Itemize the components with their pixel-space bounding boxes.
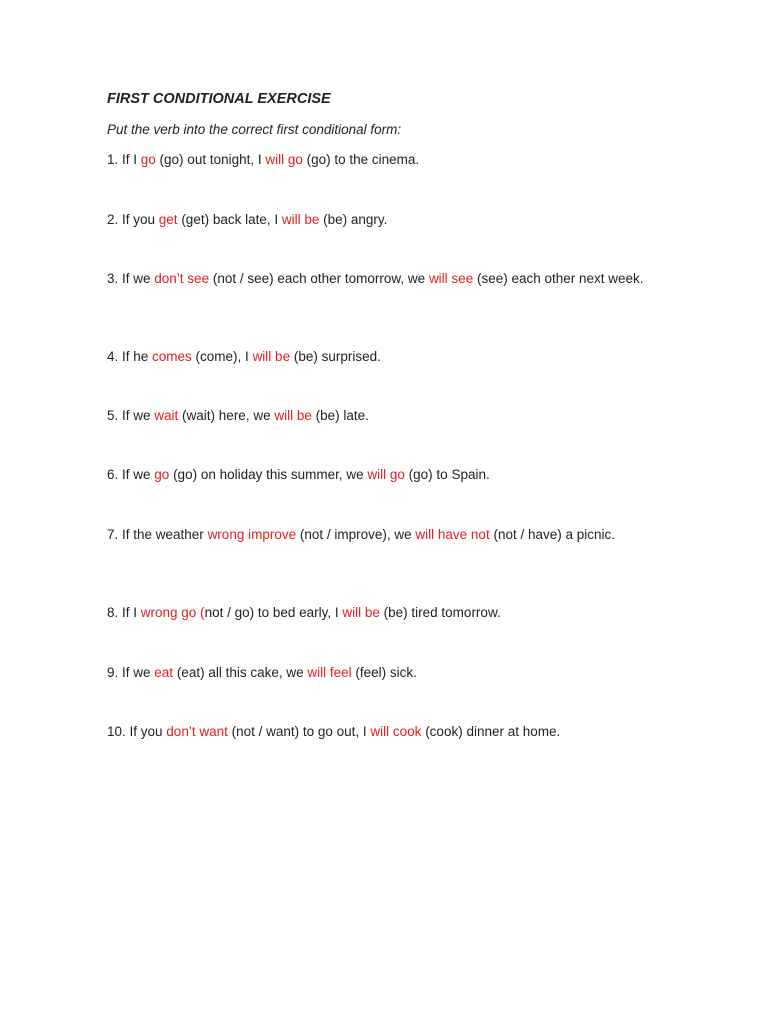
item-text: (go) out tonight, I [155, 152, 266, 167]
exercise-item-2 [107, 210, 647, 229]
item-text: (not / see) each other tomorrow, we [209, 271, 429, 286]
answer-2: will go [367, 467, 405, 482]
answer-1: wrong go ( [140, 605, 205, 620]
item-text: (be) late. [311, 408, 369, 423]
answer-1: don’t see [154, 271, 210, 286]
answer-1: wait [154, 408, 179, 423]
exercise-item-8 [107, 603, 647, 622]
answer-1: comes [152, 349, 192, 364]
exercise-item-10 [107, 722, 647, 741]
exercise-item-3 [107, 269, 647, 288]
item-text: (get) back late, I [177, 212, 282, 227]
exercise-item-1 [107, 150, 647, 169]
item-text: 8. If I [107, 605, 141, 620]
item-text: 6. If we [107, 467, 155, 482]
item-text: (eat) all this cake, we [173, 665, 308, 680]
answer-1: don’t want [166, 724, 228, 739]
item-text: (go) on holiday this summer, we [169, 467, 368, 482]
item-text: (be) surprised. [290, 349, 381, 364]
item-text: 2. If you [107, 212, 159, 227]
exercise-item-7 [107, 525, 647, 544]
item-text: (not / improve), we [296, 527, 416, 542]
exercise-item-9 [107, 663, 647, 682]
answer-2: will go [265, 152, 303, 167]
exercise-item-6 [107, 465, 647, 484]
item-text: (go) to the cinema. [302, 152, 420, 167]
answer-2: will cook [370, 724, 422, 739]
item-text: (be) angry. [319, 212, 388, 227]
item-text: 10. If you [107, 724, 167, 739]
item-text: 5. If we [107, 408, 155, 423]
answer-1: wrong improve [207, 527, 297, 542]
answer-2: will be [281, 212, 320, 227]
item-text: (come), I [191, 349, 253, 364]
worksheet-title: FIRST CONDITIONAL EXERCISE [107, 91, 331, 107]
answer-2: will be [274, 408, 312, 423]
answer-1: go [154, 467, 170, 482]
item-text: (feel) sick. [351, 665, 417, 680]
item-text: 1. If I [107, 152, 141, 167]
item-text: 7. If the weather [107, 527, 208, 542]
item-text: (not / have) a picnic. [489, 527, 616, 542]
item-text: 9. If we [107, 665, 155, 680]
item-text: (go) to Spain. [404, 467, 490, 482]
item-text: 4. If he [107, 349, 153, 364]
item-text: (see) each other next week. [473, 271, 644, 286]
answer-2: will see [428, 271, 474, 286]
exercise-item-4 [107, 347, 647, 366]
answer-1: go [140, 152, 156, 167]
item-text: (wait) here, we [178, 408, 275, 423]
answer-2: will be [342, 605, 380, 620]
worksheet-instruction: Put the verb into the correct first conditional form: [107, 122, 402, 137]
answer-2: will have not [415, 527, 490, 542]
item-text: 3. If we [107, 271, 155, 286]
answer-2: will feel [307, 665, 352, 680]
answer-1: get [158, 212, 178, 227]
item-text: (not / want) to go out, I [227, 724, 371, 739]
item-text: (cook) dinner at home. [421, 724, 561, 739]
answer-2: will be [252, 349, 291, 364]
item-text: (be) tired tomorrow. [379, 605, 501, 620]
answer-1: eat [154, 665, 174, 680]
item-text: not / go) to bed early, I [204, 605, 343, 620]
exercise-item-5 [107, 406, 647, 425]
